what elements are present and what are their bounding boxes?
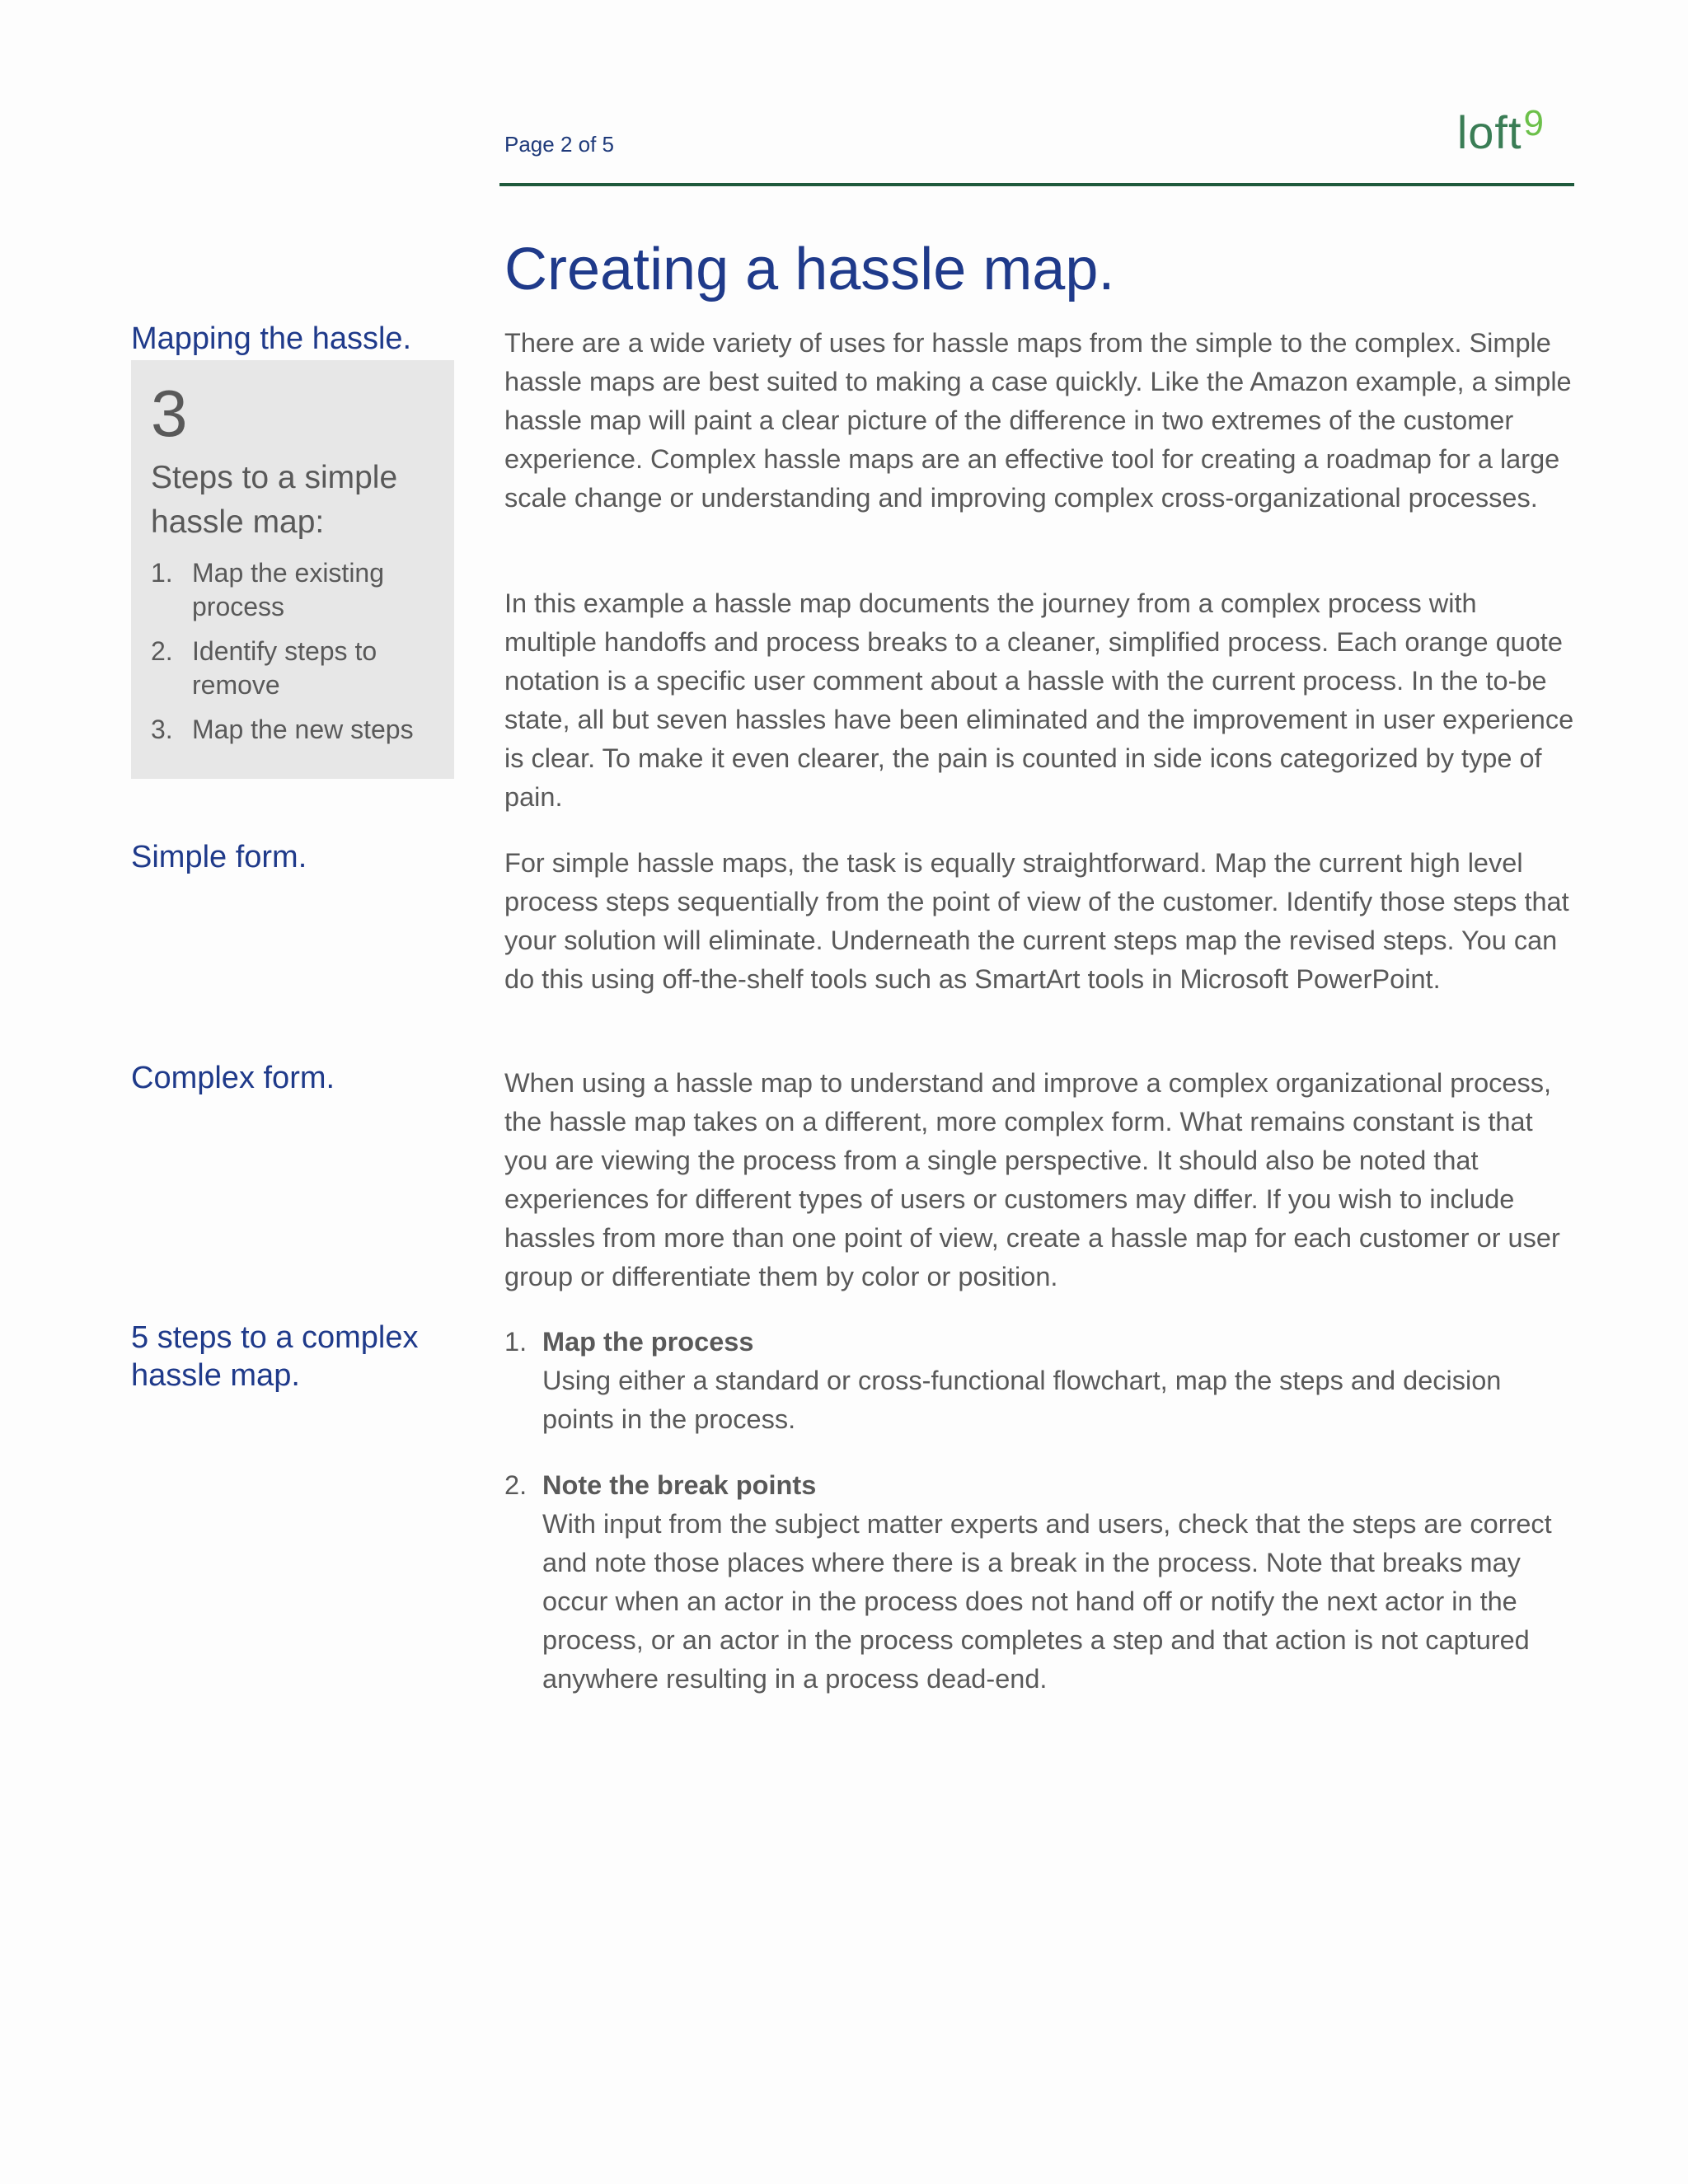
callout-item-number: 2. [151, 636, 173, 666]
callout-item-text: Map the new steps [192, 715, 414, 744]
complex-form-heading: Complex form. [131, 1061, 335, 1095]
simple-form-heading: Simple form. [131, 840, 307, 874]
page-header [499, 99, 1574, 186]
paragraph-simple-form: For simple hassle maps, the task is equally straightforward. Map the current high level process steps sequentially from the point of view of the customer. Identify those steps that your solution will eliminate. Underneath the current steps map the revised steps. You can do this using off-the-shelf tools such as SmartArt tools in Microsoft PowerPoint. [504, 848, 1569, 994]
logo-text: loft [1456, 106, 1522, 158]
step-number: 1. [504, 1327, 528, 1357]
callout-box [131, 360, 454, 779]
step-text: Using either a standard or cross-functional flowchart, map the steps and decision points in the process. [542, 1366, 1502, 1434]
steps-heading: 5 steps to a complex hassle map. [131, 1320, 419, 1393]
paragraph-complex-form: When using a hassle map to understand and improve a complex organizational process, the hassle map takes on a different, more complex form. What remains constant is that you are viewing the process from a single perspective. It should also be noted that experiences for different types of users or customers may differ. If you wish to include hassles from more than one point of view, create a hassle map for each customer or user group or differentiate them by color or position. [504, 1068, 1560, 1291]
step-item [504, 1466, 1576, 1699]
callout-list [151, 556, 433, 747]
step-text: With input from the subject matter experts and users, check that the steps are correct and note those places where there is a break in the process. Note that breaks may occur when an actor in the process does not hand off or notify the next actor in the process, or an actor in the process completes a step and that action is not captured anywhere resulting in a process dead-end. [542, 1509, 1552, 1694]
callout-item-number: 1. [151, 558, 173, 588]
step-number: 2. [504, 1470, 528, 1500]
complex-steps-list [504, 1323, 1576, 1726]
callout-title: Steps to a simple hassle map: [151, 460, 398, 540]
callout-number: 3 [151, 377, 188, 450]
page-title: Creating a hassle map. [504, 237, 1115, 302]
loft9-logo [1457, 105, 1545, 159]
callout-item [151, 713, 433, 747]
page-number: Page 2 of 5 [504, 132, 614, 157]
step-title: Map the process [542, 1327, 754, 1357]
step-item [504, 1323, 1576, 1439]
mapping-heading: Mapping the hassle. [131, 321, 412, 356]
callout-item [151, 635, 433, 702]
paragraph-example: In this example a hassle map documents the journey from a complex process with multiple handoffs and process breaks to a cleaner, simplified process. Each orange quote notation is a specific user comment about a hassle with the current process. In the to-be state, all but seven hassles have been eliminated and the improvement in user experience is clear. To make it even clearer, the pain is counted in side icons categorized by type of pain. [504, 588, 1574, 812]
logo-digit: 9 [1523, 103, 1545, 143]
callout-item-number: 3. [151, 715, 173, 744]
step-title: Note the break points [542, 1470, 817, 1500]
callout-item-text: Identify steps to remove [192, 636, 377, 700]
callout-item [151, 556, 433, 624]
callout-item-text: Map the existing process [192, 558, 385, 621]
paragraph-intro: There are a wide variety of uses for hassle maps from the simple to the complex. Simple hassle maps are best suited to making a case quickly. Like the Amazon example, a simple hassle map will paint a clear picture of the difference in two extremes of the customer experience. Complex hassle maps are an effective tool for creating a roadmap for a large scale change or understanding and improving complex cross-organizational processes. [504, 328, 1572, 513]
